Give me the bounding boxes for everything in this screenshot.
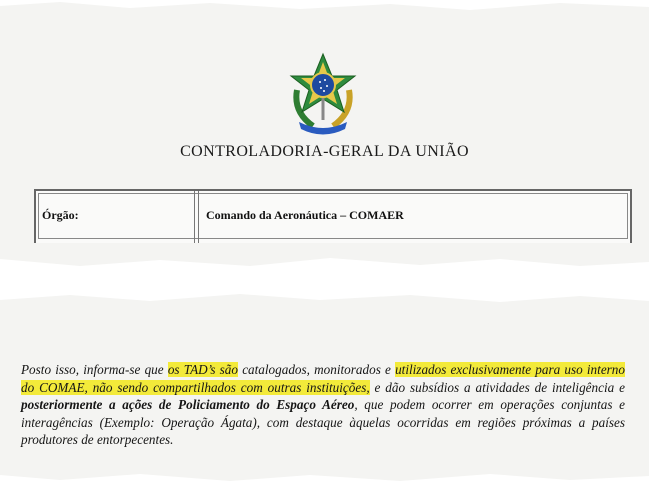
- excerpt-text: e dão subsídios a atividades de inteligência e: [369, 379, 625, 395]
- document-excerpt: [21, 361, 625, 449]
- organization-title: CONTROLADORIA-GERAL DA UNIÃO: [180, 143, 469, 160]
- highlighted-text: os TAD’s são: [167, 362, 238, 378]
- excerpt-text: catalogados, monitorados e: [238, 362, 396, 378]
- excerpt-text: , que podem ocorrer em operações conjuntas e interagências (Exemplo: Operação Ágata), com destaque àquelas ocorridas em regiões próximas a países produtores de entorpecentes.: [21, 397, 625, 448]
- highlighted-text: utilizados exclusivamente para uso interno do COMAE, não sendo compartilhados com outras instituições,: [21, 362, 625, 395]
- bold-text: posteriormente a ações de Policiamento do Espaço Aéreo: [21, 397, 355, 413]
- excerpt-text: Posto isso, informa-se que: [21, 362, 168, 378]
- agency-value-cell: Comando da Aeronáutica – COMAER: [206, 208, 404, 222]
- table-column-divider: [194, 191, 199, 243]
- coat-of-arms-emblem: [283, 50, 363, 136]
- agency-table: [34, 189, 632, 243]
- agency-label-cell: Órgão:: [42, 208, 79, 222]
